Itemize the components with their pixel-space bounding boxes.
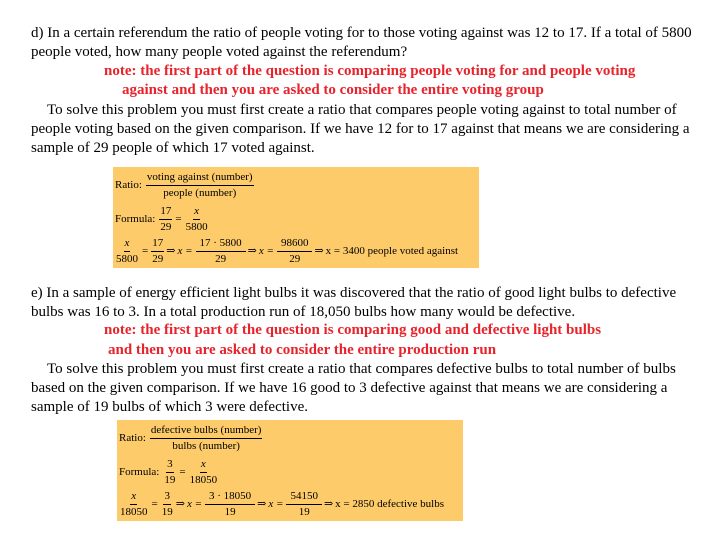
implies-arrow-icon: ⇒ [166, 245, 176, 257]
equals-sign: = [151, 498, 158, 510]
equals-sign: = [142, 245, 149, 257]
formula-right-numerator: x [193, 205, 200, 220]
formula-right-numerator: x [200, 458, 207, 473]
solution-4-denominator: 29 [289, 253, 301, 265]
implies-arrow-icon: ⇒ [175, 498, 185, 510]
formula-fraction-left [159, 205, 172, 234]
ratio-denominator: people (number) [163, 187, 237, 199]
formula-fraction-right [185, 205, 209, 234]
solution-4-denominator: 19 [298, 506, 310, 518]
solution-row [115, 237, 458, 266]
formula-left-numerator: 3 [166, 458, 174, 473]
solution-fraction-1 [115, 237, 139, 266]
equals-sign: = [179, 466, 186, 478]
formula-right-denominator: 5800 [185, 221, 208, 233]
solution-fraction-2 [151, 237, 164, 266]
solution-4-numerator: 54150 [286, 490, 322, 505]
ratio-label: Ratio: [119, 432, 146, 444]
formula-fraction-left [163, 458, 176, 487]
solution-4-numerator: 98600 [277, 237, 313, 252]
formula-fraction-right [189, 458, 219, 487]
problem-e-solution-box [117, 420, 463, 521]
solution-fraction-2 [161, 490, 174, 519]
solution-fraction-1 [119, 490, 149, 519]
solution-2-numerator: 17 [151, 237, 164, 252]
formula-left-denominator: 29 [160, 221, 172, 233]
solution-1-numerator: x [130, 490, 137, 505]
ratio-fraction [146, 171, 254, 200]
equals-sign: = [175, 213, 182, 225]
problem-e-explanation: To solve this problem you must first create a ratio that compares defective bulbs to total number of bulbs based on the given comparison. If we have 16 good to 3 defective against that means we are considering a sample of 19 bulbs of which 3 were defective. [31, 361, 676, 415]
implies-arrow-icon: ⇒ [257, 498, 267, 510]
solution-3-denominator: 29 [215, 253, 227, 265]
solution-3-numerator: 3 · 18050 [205, 490, 255, 505]
ratio-row [119, 424, 262, 453]
solution-1-numerator: x [124, 237, 131, 252]
solution-1-denominator: 18050 [120, 506, 148, 518]
solution-row [119, 490, 444, 519]
solution-fraction-3 [196, 237, 246, 266]
x-equals: x = [258, 245, 274, 257]
problem-d-solution-box [113, 167, 479, 268]
solution-result: x = 2850 defective bulbs [335, 498, 445, 510]
problem-d-note-line1: note: the first part of the question is comparing people voting for and people voting [104, 63, 636, 79]
ratio-fraction [150, 424, 263, 453]
ratio-numerator: voting against (number) [146, 171, 254, 186]
implies-arrow-icon: ⇒ [247, 245, 257, 257]
problem-e-question: e) In a sample of energy efficient light bulbs it was discovered that the ratio of good light bulbs to defective bulbs was 16 to 3. In a total production run of 18,050 bulbs how many would be defective. [31, 285, 677, 320]
problem-d-question: d) In a certain referendum the ratio of people voting for to those voting against was 12 to 17. If a total of 5800 people voted, how many people voted against the referendum? [31, 25, 692, 60]
ratio-numerator: defective bulbs (number) [150, 424, 263, 439]
x-equals: x = [186, 498, 202, 510]
solution-2-denominator: 29 [152, 253, 164, 265]
solution-3-denominator: 19 [224, 506, 236, 518]
problem-d-explanation: To solve this problem you must first create a ratio that compares people voting against to total number of people voting based on the given comparison. If we have 12 for to 17 against that means we are considering a sample of 29 people of which 17 voted against. [31, 102, 690, 156]
solution-3-numerator: 17 · 5800 [196, 237, 246, 252]
implies-arrow-icon: ⇒ [314, 245, 324, 257]
x-equals: x = [177, 245, 193, 257]
formula-left-denominator: 19 [164, 474, 176, 486]
formula-label: Formula: [115, 213, 156, 225]
ratio-label: Ratio: [115, 179, 142, 191]
ratio-denominator: bulbs (number) [172, 440, 240, 452]
ratio-row [115, 171, 254, 200]
solution-fraction-3 [205, 490, 255, 519]
solution-fraction-4 [277, 237, 313, 266]
solution-2-denominator: 19 [161, 506, 173, 518]
solution-result: x = 3400 people voted against [325, 245, 459, 257]
solution-fraction-4 [286, 490, 322, 519]
implies-arrow-icon: ⇒ [323, 498, 334, 510]
problem-d-note-line2: against and then you are asked to consider the entire voting group [122, 82, 544, 98]
problem-e-note-line2: and then you are asked to consider the entire production run [108, 342, 497, 358]
formula-label: Formula: [119, 466, 160, 478]
problem-e-note-line1: note: the first part of the question is comparing good and defective light bulbs [104, 322, 602, 338]
x-equals: x = [268, 498, 284, 510]
formula-right-denominator: 18050 [189, 474, 218, 486]
formula-row [119, 458, 218, 487]
solution-2-numerator: 3 [163, 490, 171, 505]
solution-1-denominator: 5800 [116, 253, 138, 265]
formula-row [115, 205, 209, 234]
formula-left-numerator: 17 [159, 205, 172, 220]
